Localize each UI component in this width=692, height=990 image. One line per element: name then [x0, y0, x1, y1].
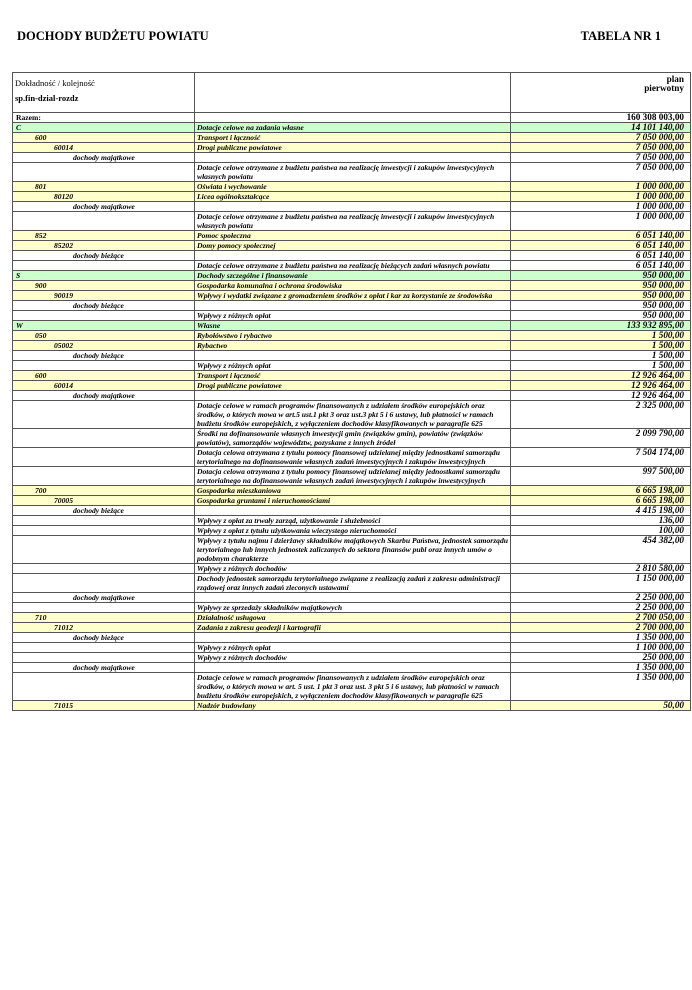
row-description-cell: [195, 391, 511, 401]
row-description-cell: Dotacje celowe na zadania własne: [195, 123, 511, 133]
row-code-cell: C: [13, 123, 195, 133]
table-row: [13, 536, 691, 564]
row-code-cell: dochody bieżące: [13, 506, 195, 516]
row-amount-cell: 2 700 050,00: [511, 613, 691, 623]
table-row: [13, 261, 691, 271]
row-amount-cell: 7 050 000,00: [511, 143, 691, 153]
row-description-cell: Wpływy z opłat za trwały zarząd, użytkowanie i służebności: [195, 516, 511, 526]
table-row: [13, 673, 691, 701]
row-amount-cell: 950 000,00: [511, 281, 691, 291]
row-description-cell: Oświata i wychowanie: [195, 182, 511, 192]
row-amount-cell: 1 500,00: [511, 361, 691, 371]
row-description-cell: [195, 351, 511, 361]
row-amount-cell: 950 000,00: [511, 301, 691, 311]
row-code-cell: dochody bieżące: [13, 633, 195, 643]
table-row: [13, 391, 691, 401]
row-description-cell: Wpływy z różnych opłat: [195, 361, 511, 371]
table-row: [13, 381, 691, 391]
table-row: [13, 311, 691, 321]
budget-income-table: [12, 72, 691, 711]
row-code-cell: [13, 401, 195, 429]
row-code-cell: 900: [13, 281, 195, 291]
row-amount-cell: 1 350 000,00: [511, 633, 691, 643]
row-code-cell: dochody majątkowe: [13, 593, 195, 603]
row-description-cell: Transport i łączność: [195, 371, 511, 381]
table-row: [13, 643, 691, 653]
row-amount-cell: 250 000,00: [511, 653, 691, 663]
row-description-cell: Nadzór budowlany: [195, 701, 511, 711]
table-row: [13, 701, 691, 711]
row-amount-cell: 1 500,00: [511, 341, 691, 351]
row-code-cell: 90019: [13, 291, 195, 301]
row-code-cell: [13, 603, 195, 613]
row-code-cell: [13, 516, 195, 526]
row-amount-cell: 6 051 140,00: [511, 241, 691, 251]
table-row: [13, 251, 691, 261]
row-code-cell: 60014: [13, 143, 195, 153]
table-row: [13, 623, 691, 633]
table-row: [13, 321, 691, 331]
row-code-cell: [13, 429, 195, 448]
table-row: [13, 429, 691, 448]
row-code-cell: dochody majątkowe: [13, 663, 195, 673]
row-amount-cell: 1 100 000,00: [511, 643, 691, 653]
table-row: [13, 212, 691, 231]
table-row: [13, 123, 691, 133]
table-row: [13, 593, 691, 603]
table-number-label: TABELA NR 1: [580, 29, 661, 43]
row-code-cell: dochody majątkowe: [13, 391, 195, 401]
row-amount-cell: 2 810 580,00: [511, 564, 691, 574]
table-row: [13, 401, 691, 429]
row-amount-cell: 6 051 140,00: [511, 261, 691, 271]
row-code-cell: Razem:: [13, 113, 195, 123]
row-code-cell: 600: [13, 133, 195, 143]
row-description-cell: [195, 153, 511, 163]
table-row: [13, 467, 691, 486]
row-amount-cell: 133 932 895,00: [511, 321, 691, 331]
row-code-cell: 700: [13, 486, 195, 496]
row-code-cell: dochody majątkowe: [13, 153, 195, 163]
row-description-cell: [195, 506, 511, 516]
row-code-cell: 05002: [13, 341, 195, 351]
row-amount-cell: 1 000 000,00: [511, 212, 691, 231]
row-code-cell: 71012: [13, 623, 195, 633]
table-row: [13, 271, 691, 281]
row-description-cell: [195, 251, 511, 261]
row-amount-cell: 7 050 000,00: [511, 163, 691, 182]
table-row: [13, 633, 691, 643]
row-code-cell: [13, 574, 195, 593]
row-code-cell: dochody majątkowe: [13, 202, 195, 212]
row-description-cell: Domy pomocy społecznej: [195, 241, 511, 251]
row-description-cell: Dotacje celowe w ramach programów finansowanych z udziałem środków europejskich oraz środków, o których mowa w art.5 ust.1 pkt 3 oraz ust.3 pkt 5 i 6 ustawy, lub płatności w ramach budżetu środków europejskich, z wyłączeniem dochodów klasyfikowanych w paragrafie 625: [195, 401, 511, 429]
table-row: [13, 516, 691, 526]
row-description-cell: Gospodarka gruntami i nieruchomościami: [195, 496, 511, 506]
row-code-cell: [13, 536, 195, 564]
row-amount-cell: 950 000,00: [511, 291, 691, 301]
row-description-cell: [195, 202, 511, 212]
row-code-cell: 801: [13, 182, 195, 192]
row-description-cell: [195, 663, 511, 673]
row-description-cell: Dotacje celowe otrzymane z budżetu państwa na realizację inwestycji i zakupów inwestycyjnych własnych powiatu: [195, 212, 511, 231]
row-description-cell: Dochody jednostek samorządu terytorialnego związane z realizacją zadań z zakresu administracji rządowej oraz innych zadań zleconych ustawami: [195, 574, 511, 593]
row-amount-cell: 4 415 198,00: [511, 506, 691, 516]
row-amount-cell: 2 700 000,00: [511, 623, 691, 633]
row-code-cell: [13, 653, 195, 663]
row-description-cell: Drogi publiczne powiatowe: [195, 381, 511, 391]
row-description-cell: Wpływy z różnych dochodów: [195, 564, 511, 574]
table-row: [13, 143, 691, 153]
row-description-cell: Dotacja celowa otrzymana z tytułu pomocy finansowej udzielanej między jednostkami samorządu terytorialnego na dofinansowanie własnych zadań inwestycyjnych i zakupów inwestycyjnych: [195, 448, 511, 467]
row-code-cell: dochody bieżące: [13, 301, 195, 311]
table-row: [13, 153, 691, 163]
table-row: [13, 371, 691, 381]
row-description-cell: Gospodarka mieszkaniowa: [195, 486, 511, 496]
table-row: [13, 231, 691, 241]
row-amount-cell: 997 500,00: [511, 467, 691, 486]
table-row: [13, 351, 691, 361]
row-description-cell: Środki na dofinansowanie własnych inwestycji gmin (związków gmin), powiatów (związków powiatów), samorządów województw, pozyskane z innych źródeł: [195, 429, 511, 448]
table-row: [13, 192, 691, 202]
row-code-cell: [13, 261, 195, 271]
row-code-cell: [13, 361, 195, 371]
row-code-cell: [13, 564, 195, 574]
table-row: [13, 163, 691, 182]
row-code-cell: [13, 467, 195, 486]
row-code-cell: 600: [13, 371, 195, 381]
row-description-cell: Wpływy ze sprzedaży składników majątkowych: [195, 603, 511, 613]
row-description-cell: [195, 593, 511, 603]
table-row: [13, 133, 691, 143]
row-amount-cell: 1 150 000,00: [511, 574, 691, 593]
row-amount-cell: 950 000,00: [511, 271, 691, 281]
row-description-cell: Dotacja celowa otrzymana z tytułu pomocy finansowej udzielanej między jednostkami samorządu terytorialnego na dofinansowanie własnych zadań inwestycyjnych i zakupów inwestycyjnych: [195, 467, 511, 486]
table-row: [13, 603, 691, 613]
header-precision-cell: [13, 73, 195, 113]
row-code-cell: dochody bieżące: [13, 351, 195, 361]
row-amount-cell: 1 000 000,00: [511, 202, 691, 212]
header-order-label: sp.fin-dzial-rozdz: [15, 93, 79, 103]
table-row: [13, 506, 691, 516]
row-code-cell: [13, 643, 195, 653]
row-code-cell: 70005: [13, 496, 195, 506]
row-description-cell: Gospodarka komunalna i ochrona środowiska: [195, 281, 511, 291]
row-description-cell: Zadania z zakresu geodezji i kartografii: [195, 623, 511, 633]
row-code-cell: 852: [13, 231, 195, 241]
row-amount-cell: 1 350 000,00: [511, 673, 691, 701]
row-description-cell: [195, 633, 511, 643]
table-row: [13, 653, 691, 663]
row-description-cell: Drogi publiczne powiatowe: [195, 143, 511, 153]
table-row: [13, 182, 691, 192]
row-code-cell: [13, 163, 195, 182]
table-row: [13, 564, 691, 574]
table-row: [13, 613, 691, 623]
row-code-cell: dochody bieżące: [13, 251, 195, 261]
row-description-cell: Wpływy z różnych opłat: [195, 311, 511, 321]
table-row: [13, 361, 691, 371]
row-amount-cell: 7 050 000,00: [511, 133, 691, 143]
row-amount-cell: 50,00: [511, 701, 691, 711]
table-row: [13, 301, 691, 311]
header-plan-cell: [511, 73, 691, 113]
table-row: [13, 486, 691, 496]
header-plan-label: plan: [666, 74, 684, 84]
row-amount-cell: 136,00: [511, 516, 691, 526]
row-amount-cell: 950 000,00: [511, 311, 691, 321]
row-code-cell: [13, 448, 195, 467]
row-amount-cell: 2 099 790,00: [511, 429, 691, 448]
row-code-cell: [13, 311, 195, 321]
row-amount-cell: 2 325 000,00: [511, 401, 691, 429]
row-amount-cell: 1 000 000,00: [511, 192, 691, 202]
row-code-cell: [13, 526, 195, 536]
page-title: DOCHODY BUDŻETU POWIATU: [17, 29, 209, 43]
row-code-cell: [13, 212, 195, 231]
row-code-cell: 85202: [13, 241, 195, 251]
table-row: [13, 663, 691, 673]
row-amount-cell: 12 926 464,00: [511, 391, 691, 401]
table-row: [13, 331, 691, 341]
row-description-cell: Transport i łączność: [195, 133, 511, 143]
header-original-label: pierwotny: [644, 83, 684, 93]
row-description-cell: Dotacje celowe w ramach programów finansowanych z udziałem środków europejskich oraz środków, o których mowa w art. 5 ust. 1 pkt 3 oraz ust. 3 pkt 5 i 6 ustawy, lub płatności w ramach budżetu środków europejskich, z wyłączeniem dochodów klasyfikowanych w paragrafie 625: [195, 673, 511, 701]
row-amount-cell: 2 250 000,00: [511, 593, 691, 603]
row-amount-cell: 6 051 140,00: [511, 231, 691, 241]
table-row: [13, 202, 691, 212]
row-amount-cell: 7 050 000,00: [511, 153, 691, 163]
row-amount-cell: 1 500,00: [511, 331, 691, 341]
row-code-cell: [13, 673, 195, 701]
row-amount-cell: 2 250 000,00: [511, 603, 691, 613]
row-amount-cell: 12 926 464,00: [511, 371, 691, 381]
row-code-cell: 710: [13, 613, 195, 623]
row-description-cell: Wpływy z różnych dochodów: [195, 653, 511, 663]
header-precision-label: Dokładność / kolejność: [15, 78, 95, 88]
row-description-cell: Wpływy z różnych opłat: [195, 643, 511, 653]
table-row: [13, 241, 691, 251]
header-description-cell: [195, 73, 511, 113]
row-description-cell: Dochody szczególne i finansowanie: [195, 271, 511, 281]
row-amount-cell: 14 101 140,00: [511, 123, 691, 133]
row-description-cell: Licea ogólnokształcące: [195, 192, 511, 202]
row-description-cell: Wpływy z tytułu najmu i dzierżawy składników majątkowych Skarbu Państwa, jednostek samorządu terytorialnego lub innych jednostek zaliczanych do sektora finansów publ oraz innych umów o podobnym charakterze: [195, 536, 511, 564]
row-description-cell: Rybołówstwo i rybactwo: [195, 331, 511, 341]
row-amount-cell: 100,00: [511, 526, 691, 536]
table-row: [13, 341, 691, 351]
row-amount-cell: 1 000 000,00: [511, 182, 691, 192]
row-description-cell: [195, 113, 511, 123]
row-amount-cell: 160 308 003,00: [511, 113, 691, 123]
row-description-cell: Wpływy z opłat z tytułu użytkowania wieczystego nieruchomości: [195, 526, 511, 536]
row-code-cell: S: [13, 271, 195, 281]
row-code-cell: W: [13, 321, 195, 331]
table-row: [13, 496, 691, 506]
row-amount-cell: 7 504 174,00: [511, 448, 691, 467]
table-row: [13, 448, 691, 467]
table-header-row: [13, 73, 691, 113]
row-amount-cell: 12 926 464,00: [511, 381, 691, 391]
row-amount-cell: 6 665 198,00: [511, 486, 691, 496]
row-amount-cell: 1 350 000,00: [511, 663, 691, 673]
row-description-cell: Pomoc społeczna: [195, 231, 511, 241]
table-row: [13, 574, 691, 593]
row-code-cell: 050: [13, 331, 195, 341]
table-row: [13, 113, 691, 123]
row-code-cell: 80120: [13, 192, 195, 202]
row-amount-cell: 6 665 198,00: [511, 496, 691, 506]
row-description-cell: [195, 301, 511, 311]
row-description-cell: Własne: [195, 321, 511, 331]
row-description-cell: Wpływy i wydatki związane z gromadzeniem środków z opłat i kar za korzystanie ze środowiska: [195, 291, 511, 301]
table-row: [13, 281, 691, 291]
row-code-cell: 60014: [13, 381, 195, 391]
table-row: [13, 291, 691, 301]
row-code-cell: 71015: [13, 701, 195, 711]
row-description-cell: Działalność usługowa: [195, 613, 511, 623]
row-amount-cell: 6 051 140,00: [511, 251, 691, 261]
row-amount-cell: 454 382,00: [511, 536, 691, 564]
row-amount-cell: 1 500,00: [511, 351, 691, 361]
row-description-cell: Dotacje celowe otrzymane z budżetu państwa na realizację bieżących zadań własnych powiatu: [195, 261, 511, 271]
row-description-cell: Rybactwo: [195, 341, 511, 351]
row-description-cell: Dotacje celowe otrzymane z budżetu państwa na realizację inwestycji i zakupów inwestycyjnych własnych powiatu: [195, 163, 511, 182]
table-row: [13, 526, 691, 536]
